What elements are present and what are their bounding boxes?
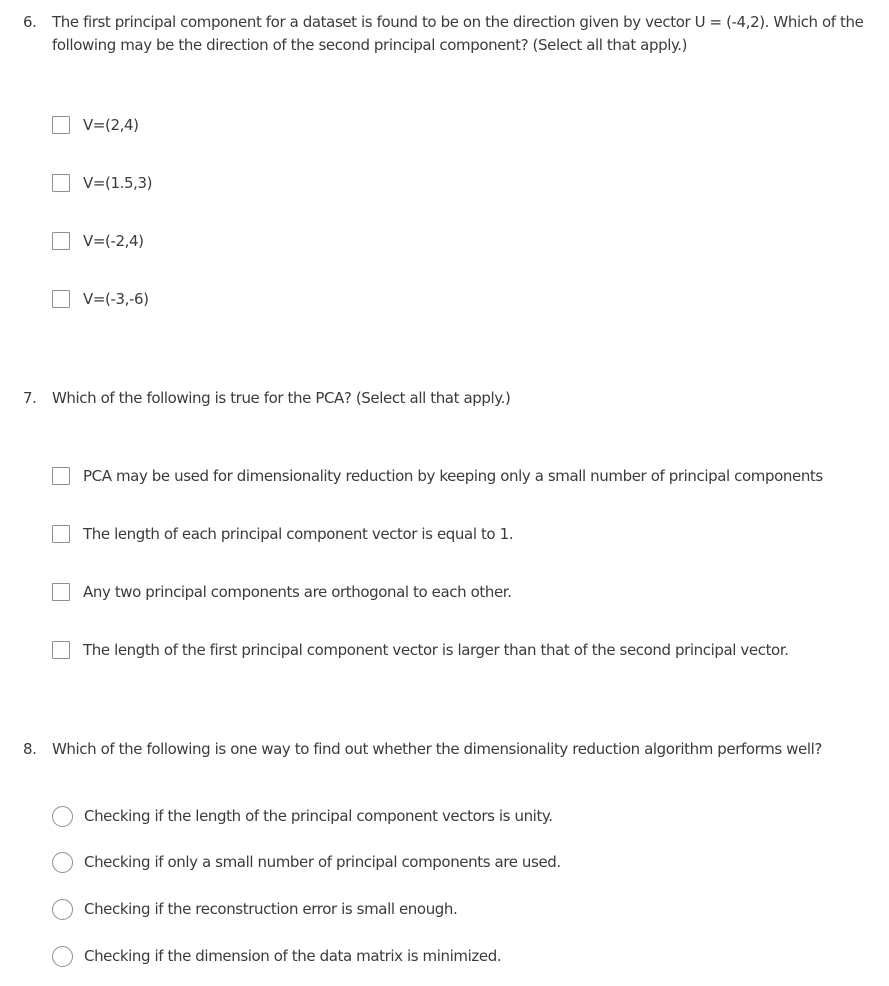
checkbox-icon[interactable]: [52, 232, 70, 250]
option-label: Checking if the dimension of the data matrix is minimized.: [84, 947, 502, 965]
question-number: 7.: [23, 389, 37, 407]
checkbox-icon[interactable]: [52, 583, 70, 601]
option-label: Checking if only a small number of principal components are used.: [84, 853, 561, 871]
radio-icon[interactable]: [52, 806, 73, 827]
q8-option-4[interactable]: [52, 945, 501, 967]
q6-option-1[interactable]: [52, 114, 139, 136]
option-label: The length of each principal component vector is equal to 1.: [83, 525, 514, 543]
checkbox-icon[interactable]: [52, 467, 70, 485]
q7-option-3[interactable]: [52, 581, 512, 603]
checkbox-icon[interactable]: [52, 116, 70, 134]
option-label: Checking if the length of the principal component vectors is unity.: [84, 807, 553, 825]
question-text: The first principal component for a dataset is found to be on the direction given by vector U = (-4,2). Which of the following may be the direction of the second principal component? (Select all that apply.): [52, 13, 864, 54]
q8-option-2[interactable]: [52, 851, 561, 873]
q7-option-4[interactable]: [52, 639, 789, 661]
option-label: V=(-2,4): [83, 232, 144, 250]
option-label: The length of the first principal component vector is larger than that of the second principal vector.: [83, 641, 789, 659]
option-label: V=(-3,-6): [83, 290, 149, 308]
checkbox-icon[interactable]: [52, 641, 70, 659]
radio-icon[interactable]: [52, 899, 73, 920]
q7-option-1[interactable]: [52, 465, 823, 487]
q8-option-3[interactable]: [52, 898, 457, 920]
question-number: 8.: [23, 740, 37, 758]
option-label: V=(2,4): [83, 116, 139, 134]
q8-option-1[interactable]: [52, 805, 553, 827]
q7-option-2[interactable]: [52, 523, 513, 545]
question-text: Which of the following is true for the PCA? (Select all that apply.): [52, 389, 511, 407]
checkbox-icon[interactable]: [52, 174, 70, 192]
q6-option-2[interactable]: [52, 172, 152, 194]
option-label: Any two principal components are orthogonal to each other.: [83, 583, 512, 601]
radio-icon[interactable]: [52, 852, 73, 873]
question-number: 6.: [23, 13, 37, 31]
option-label: PCA may be used for dimensionality reduction by keeping only a small number of principal components: [83, 467, 823, 485]
option-label: Checking if the reconstruction error is small enough.: [84, 900, 458, 918]
radio-icon[interactable]: [52, 946, 73, 967]
option-label: V=(1.5,3): [83, 174, 153, 192]
checkbox-icon[interactable]: [52, 525, 70, 543]
q6-option-4[interactable]: [52, 288, 149, 310]
checkbox-icon[interactable]: [52, 290, 70, 308]
question-text: Which of the following is one way to find out whether the dimensionality reduction algorithm performs well?: [52, 740, 822, 758]
q6-option-3[interactable]: [52, 230, 144, 252]
